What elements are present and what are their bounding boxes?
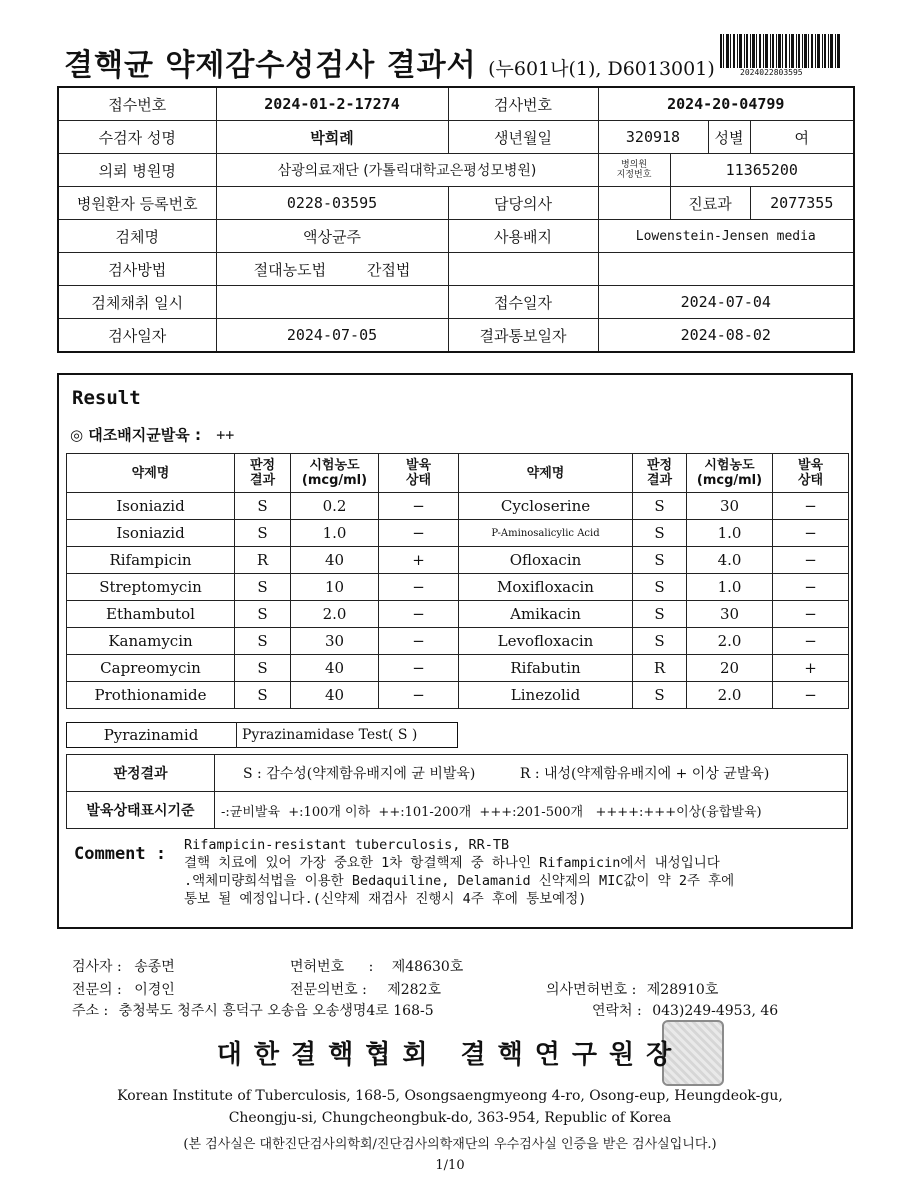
drug-left-conc: 40	[291, 682, 379, 709]
drug-right-growth: −	[773, 601, 849, 628]
comment-line-4: 통보 될 예정입니다.(신약제 재검사 진행시 4주 후에 통보예정)	[184, 891, 587, 907]
drug-left-result: S	[235, 601, 291, 628]
organization-name: 대한결핵협회 결핵연구원장	[216, 1040, 684, 1070]
drug-left-growth: −	[379, 574, 459, 601]
drug-left-result: S	[235, 682, 291, 709]
control-growth	[70, 424, 234, 445]
col-growth-left-2: 상태	[405, 473, 432, 488]
method-1: 절대농도법	[253, 260, 327, 279]
drug-right-drug: Amikacin	[459, 601, 633, 628]
tester-name: 송종면	[134, 959, 175, 975]
control-label: ◎ 대조배지균발육 :	[70, 426, 201, 444]
comment-label: Comment :	[74, 844, 167, 864]
tester-label: 검사자 :	[72, 959, 122, 975]
drug-left-drug: Prothionamide	[67, 682, 235, 709]
method-2: 간접법	[366, 260, 411, 279]
drug-table-header	[67, 454, 849, 493]
row-collect	[58, 286, 854, 319]
col-judge-right-1: 판정	[646, 458, 673, 473]
form-code: (누601나(1), D6013001)	[488, 58, 715, 80]
title-text: 결핵균 약제감수성검사 결과서	[64, 48, 477, 83]
hospital-code-label	[598, 154, 670, 187]
drug-right-conc: 1.0	[687, 520, 773, 547]
dept-value: 2077355	[750, 187, 854, 220]
col-growth-right-2: 상태	[797, 473, 824, 488]
drug-left-conc: 2.0	[291, 601, 379, 628]
col-drug-right: 약제명	[459, 454, 633, 493]
col-conc-left-1: 시험농도	[309, 458, 360, 473]
drug-left-drug: Isoniazid	[67, 493, 235, 520]
drug-left-growth: −	[379, 493, 459, 520]
report-date: 2024-08-02	[598, 319, 854, 353]
drug-right-result: S	[633, 493, 687, 520]
license-label: 면허번호	[290, 959, 345, 975]
legend-judge-s: S : 감수성(약제함유배지에 균 비발육)	[243, 766, 476, 782]
table-row	[67, 493, 849, 520]
doctor-license-value: 제28910호	[646, 982, 719, 998]
drug-left-growth: −	[379, 520, 459, 547]
col-conc-left-2: (mcg/ml)	[301, 473, 368, 488]
patient-reg-label: 병원환자 등록번호	[58, 187, 216, 220]
drug-right-drug: Linezolid	[459, 682, 633, 709]
col-conc-right	[687, 454, 773, 493]
doctor-value	[598, 187, 670, 220]
drug-right-growth: −	[773, 493, 849, 520]
test-date-label: 검사일자	[58, 319, 216, 353]
comment-line-3: .액체미량희석법을 이용한 Bedaquiline, Delamanid 신약제의 MIC값이 약 2주 후에	[184, 873, 735, 889]
drug-right-conc: 1.0	[687, 574, 773, 601]
drug-left-result: S	[235, 520, 291, 547]
method-empty	[448, 253, 598, 286]
hospital-label: 의뢰 병원명	[58, 154, 216, 187]
birth-label: 생년월일	[448, 121, 598, 154]
specialist-no-label: 전문의번호 :	[290, 982, 367, 998]
drug-left-conc: 40	[291, 655, 379, 682]
drug-right-result: S	[633, 520, 687, 547]
table-row	[67, 628, 849, 655]
drug-right-growth: −	[773, 520, 849, 547]
drug-left-conc: 10	[291, 574, 379, 601]
drug-right-drug: Ofloxacin	[459, 547, 633, 574]
drug-left-drug: Streptomycin	[67, 574, 235, 601]
row-patient	[58, 121, 854, 154]
row-receipt	[58, 87, 854, 121]
doctor-label: 담당의사	[448, 187, 598, 220]
tester	[72, 956, 175, 976]
drug-left-growth: −	[379, 628, 459, 655]
col-judge-left-1: 판정	[249, 458, 276, 473]
drug-left-growth: −	[379, 655, 459, 682]
method-empty-2	[598, 253, 854, 286]
col-drug-left: 약제명	[67, 454, 235, 493]
legend-judge-label: 판정결과	[67, 755, 215, 792]
row-specimen	[58, 220, 854, 253]
test-date: 2024-07-05	[216, 319, 448, 353]
collect-value	[216, 286, 448, 319]
receipt-no: 2024-01-2-17274	[216, 87, 448, 121]
document-title	[64, 40, 715, 84]
drug-left-result: S	[235, 493, 291, 520]
legend-growth-text: -:균비발육 +:100개 이하 ++:101-200개 +++:201-500개 ++++:+++이상(융합발육)	[215, 792, 848, 829]
drug-right-conc: 2.0	[687, 682, 773, 709]
barcode-number: 2024022803595	[740, 68, 803, 77]
legend-table	[66, 754, 848, 829]
pyrazinamid-test: Pyrazinamidase Test( S )	[242, 727, 418, 743]
table-row	[67, 520, 849, 547]
table-row	[67, 682, 849, 709]
row-registration	[58, 187, 854, 220]
english-address-1: Korean Institute of Tuberculosis, 168-5, Osongsaengmyeong 4-ro, Osong-eup, Heungdeok-gu,	[117, 1088, 783, 1104]
row-dates	[58, 319, 854, 353]
hospital-name: 삼광의료재단 (가톨릭대학교은평성모병원)	[216, 154, 598, 187]
legend-judge-text	[215, 755, 848, 792]
comment-text	[184, 836, 844, 908]
drug-susceptibility-table	[66, 453, 849, 709]
drug-left-growth: +	[379, 547, 459, 574]
result-title: Result	[72, 387, 141, 409]
drug-right-conc: 2.0	[687, 628, 773, 655]
drug-right-growth: +	[773, 655, 849, 682]
drug-left-drug: Capreomycin	[67, 655, 235, 682]
pyrazinamid-label: Pyrazinamid	[103, 726, 199, 744]
table-row	[67, 655, 849, 682]
legend-growth-row	[67, 792, 848, 829]
comment-line-2: 결핵 치료에 있어 가장 중요한 1차 항결핵제 중 하나인 Rifampicin에서 내성입니다	[184, 855, 720, 871]
contact-value: 043)249-4953, 46	[652, 1003, 779, 1019]
drug-right-result: S	[633, 574, 687, 601]
address-label: 주소 :	[72, 1003, 109, 1019]
col-judge-left	[235, 454, 291, 493]
report-date-label: 결과통보일자	[448, 319, 598, 353]
sex-value: 여	[750, 121, 854, 154]
drug-right-drug: Moxifloxacin	[459, 574, 633, 601]
col-growth-left-1: 발육	[405, 458, 432, 473]
row-method	[58, 253, 854, 286]
license: 면허번호 : 제48630호	[290, 959, 464, 975]
drug-right-conc: 20	[687, 655, 773, 682]
col-growth-right-1: 발육	[797, 458, 824, 473]
method-label: 검사방법	[58, 253, 216, 286]
specialist	[72, 979, 175, 999]
birth-date: 320918	[598, 121, 708, 154]
method-value	[216, 253, 448, 286]
drug-right-growth: −	[773, 628, 849, 655]
legend-judge-row	[67, 755, 848, 792]
col-conc-left	[291, 454, 379, 493]
specialist-name: 이경인	[134, 982, 175, 998]
table-row	[67, 601, 849, 628]
col-growth-left	[379, 454, 459, 493]
col-conc-right-2: (mcg/ml)	[696, 473, 763, 488]
drug-left-growth: −	[379, 601, 459, 628]
col-conc-right-1: 시험농도	[704, 458, 755, 473]
license-value: 제48630호	[391, 959, 464, 975]
english-address-2: Cheongju-si, Chungcheongbuk-do, 363-954, Republic of Korea	[228, 1110, 672, 1126]
drug-right-growth: −	[773, 682, 849, 709]
col-judge-left-2: 결과	[249, 473, 276, 488]
specimen-value: 액상균주	[216, 220, 448, 253]
dept-label: 진료과	[670, 187, 750, 220]
col-growth-right	[773, 454, 849, 493]
doctor-license	[546, 979, 718, 999]
table-row	[67, 547, 849, 574]
patient-reg: 0228-03595	[216, 187, 448, 220]
pyrazinamid-divider	[236, 722, 237, 748]
drug-left-conc: 0.2	[291, 493, 379, 520]
row-hospital	[58, 154, 854, 187]
page-number: 1/10	[435, 1158, 465, 1173]
collect-label: 검체채취 일시	[58, 286, 216, 319]
col-judge-right	[633, 454, 687, 493]
drug-left-result: S	[235, 628, 291, 655]
specialist-no	[290, 979, 441, 999]
drug-left-drug: Rifampicin	[67, 547, 235, 574]
drug-right-drug: P-Aminosalicylic Acid	[459, 520, 633, 547]
drug-right-conc: 4.0	[687, 547, 773, 574]
drug-left-result: S	[235, 574, 291, 601]
control-value: ++	[216, 426, 235, 444]
patient-name: 박희례	[216, 121, 448, 154]
drug-right-conc: 30	[687, 601, 773, 628]
drug-left-conc: 1.0	[291, 520, 379, 547]
drug-left-conc: 40	[291, 547, 379, 574]
hospital-code: 11365200	[670, 154, 854, 187]
drug-left-drug: Ethambutol	[67, 601, 235, 628]
drug-right-result: S	[633, 601, 687, 628]
drug-left-conc: 30	[291, 628, 379, 655]
legend-judge-r: R : 내성(약제함유배지에 + 이상 균발육)	[519, 766, 770, 782]
contact	[592, 1000, 778, 1020]
drug-right-conc: 30	[687, 493, 773, 520]
address-value: 충청북도 청주시 흥덕구 오송읍 오송생명4로 168-5	[118, 1003, 434, 1019]
drug-right-growth: −	[773, 547, 849, 574]
legend-growth-label: 발육상태표시기준	[67, 792, 215, 829]
drug-right-growth: −	[773, 574, 849, 601]
specialist-label: 전문의 :	[72, 982, 122, 998]
drug-right-result: R	[633, 655, 687, 682]
received-label: 접수일자	[448, 286, 598, 319]
drug-left-growth: −	[379, 682, 459, 709]
specialist-no-value: 제282호	[387, 982, 442, 998]
patient-info-table	[57, 86, 855, 353]
drug-right-drug: Cycloserine	[459, 493, 633, 520]
medium-value: Lowenstein-Jensen media	[598, 220, 854, 253]
hospital-code-label-line2: 지정번호	[616, 170, 652, 180]
col-judge-right-2: 결과	[646, 473, 673, 488]
drug-left-result: R	[235, 547, 291, 574]
drug-right-drug: Rifabutin	[459, 655, 633, 682]
receipt-no-label: 접수번호	[58, 87, 216, 121]
comment-line-1: Rifampicin-resistant tuberculosis, RR-TB	[184, 837, 510, 853]
doctor-license-label: 의사면허번호 :	[546, 982, 637, 998]
medium-label: 사용배지	[448, 220, 598, 253]
specimen-label: 검체명	[58, 220, 216, 253]
address	[72, 1000, 434, 1020]
drug-right-result: S	[633, 628, 687, 655]
drug-left-result: S	[235, 655, 291, 682]
drug-left-drug: Kanamycin	[67, 628, 235, 655]
hospital-code-label-line1: 병의원	[620, 160, 648, 170]
received-date: 2024-07-04	[598, 286, 854, 319]
table-row	[67, 574, 849, 601]
drug-left-drug: Isoniazid	[67, 520, 235, 547]
certification-note: (본 검사실은 대한진단검사의학회/진단검사의학재단의 우수검사실 인증을 받은 검사실입니다.)	[183, 1137, 717, 1152]
contact-label: 연락처 :	[592, 1003, 642, 1019]
drug-right-result: S	[633, 682, 687, 709]
sex-label: 성별	[708, 121, 750, 154]
drug-right-drug: Levofloxacin	[459, 628, 633, 655]
test-no: 2024-20-04799	[598, 87, 854, 121]
patient-name-label: 수검자 성명	[58, 121, 216, 154]
barcode-icon	[720, 34, 840, 68]
drug-right-result: S	[633, 547, 687, 574]
test-no-label: 검사번호	[448, 87, 598, 121]
